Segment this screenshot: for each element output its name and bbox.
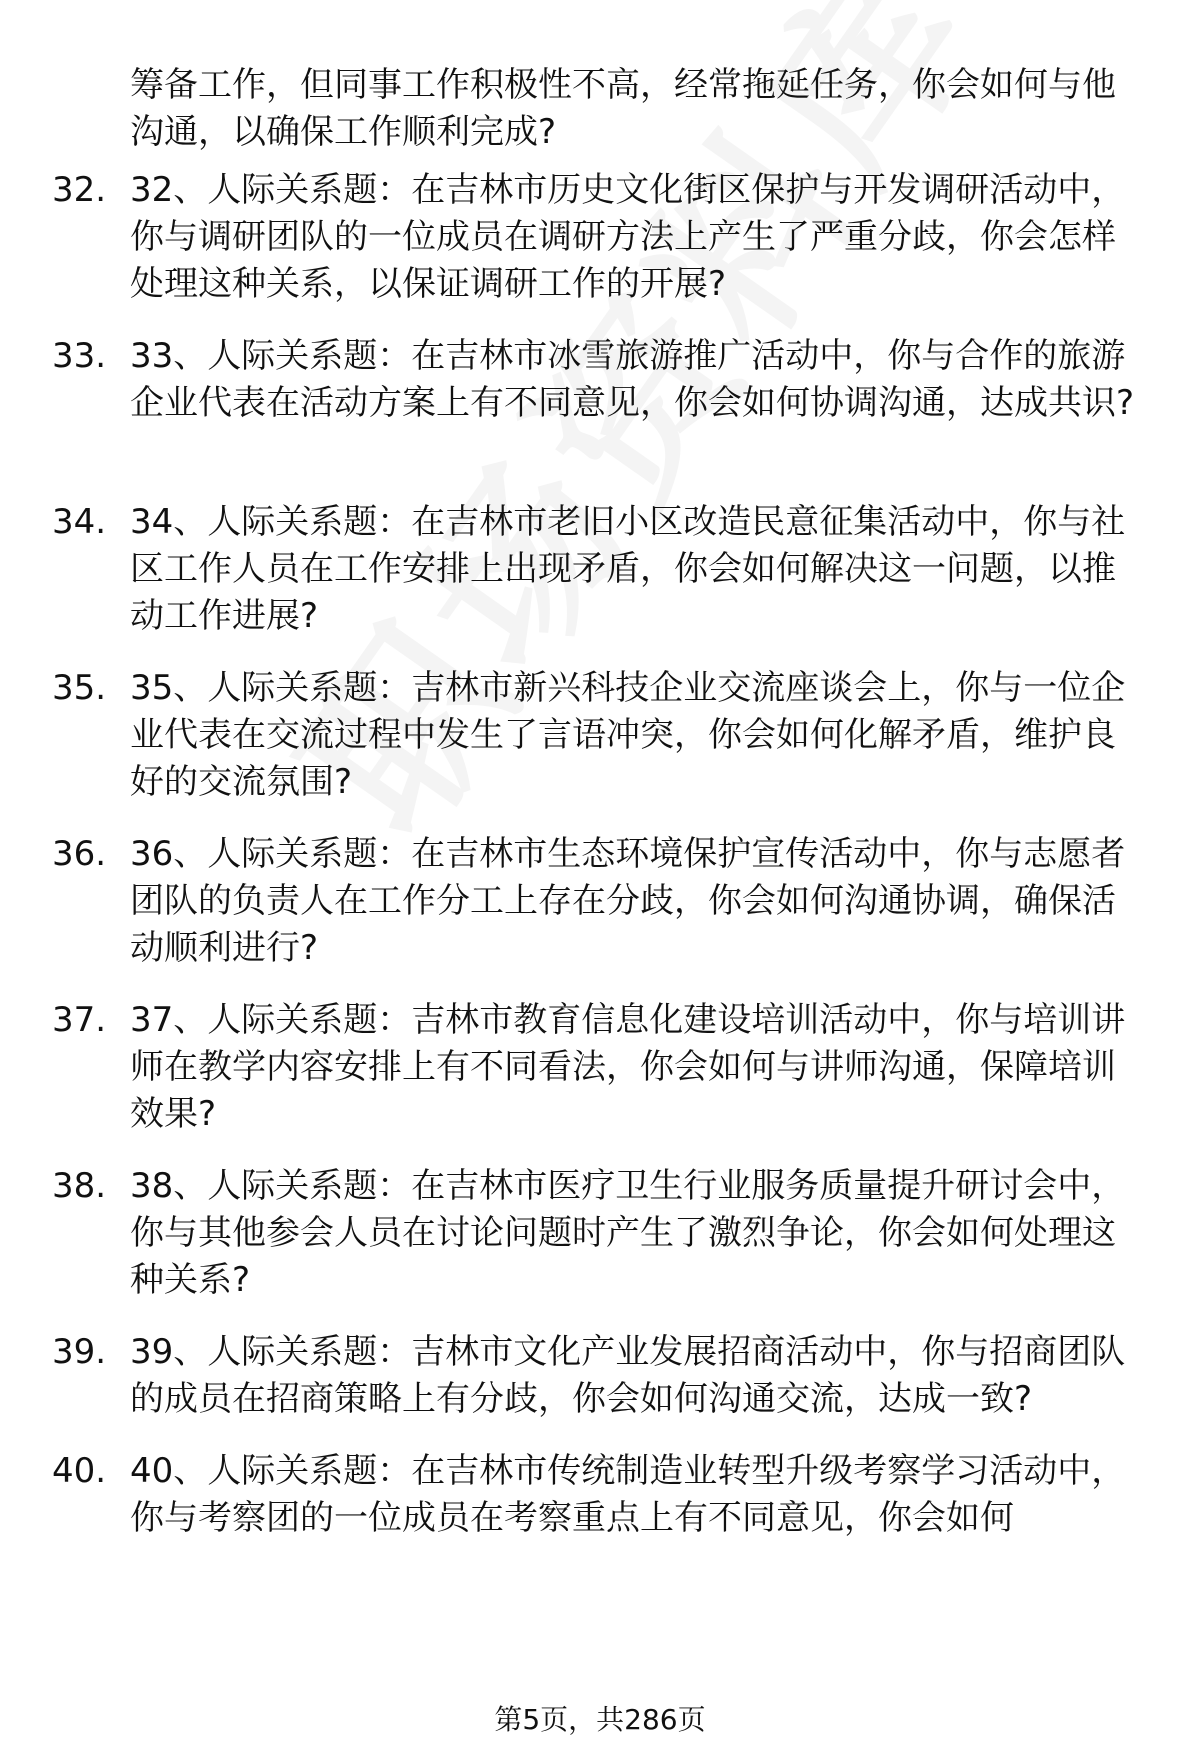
item-number: 37.	[52, 1000, 107, 1040]
item-number: 35.	[52, 668, 107, 708]
item-text: 38、人际关系题：在吉林市医疗卫生行业服务质量提升研讨会中，你与其他参会人员在讨论问题时产生了激烈争论，你会如何处理这种关系?	[130, 1166, 1126, 1300]
page-footer: 第5页，共286页	[494, 1703, 706, 1736]
item-number: 36.	[52, 834, 107, 874]
item-number: 38.	[52, 1166, 107, 1206]
item-text: 34、人际关系题：在吉林市老旧小区改造民意征集活动中，你与社区工作人员在工作安排上出现矛盾，你会如何解决这一问题，以推动工作进展?	[130, 502, 1126, 636]
item-number: 32.	[52, 170, 107, 210]
item-text: 33、人际关系题：在吉林市冰雪旅游推广活动中，你与合作的旅游企业代表在活动方案上有不同意见，你会如何协调沟通，达成共识?	[130, 336, 1135, 423]
item-text: 32、人际关系题：在吉林市历史文化街区保护与开发调研活动中，你与调研团队的一位成员在调研方法上产生了严重分歧，你会怎样处理这种关系，以保证调研工作的开展?	[130, 170, 1126, 304]
item-text: 36、人际关系题：在吉林市生态环境保护宣传活动中，你与志愿者团队的负责人在工作分工上存在分歧，你会如何沟通协调，确保活动顺利进行?	[130, 834, 1126, 968]
item-number: 33.	[52, 336, 107, 376]
item-number: 34.	[52, 502, 107, 542]
item-text: 37、人际关系题：吉林市教育信息化建设培训活动中，你与培训讲师在教学内容安排上有不同看法，你会如何与讲师沟通，保障培训效果?	[130, 1000, 1126, 1134]
item-text: 40、人际关系题：在吉林市传统制造业转型升级考察学习活动中，你与考察团的一位成员在考察重点上有不同意见，你会如何	[130, 1451, 1126, 1538]
continuation-text: 筹备工作，但同事工作积极性不高，经常拖延任务，你会如何与他沟通，以确保工作顺利完成?	[130, 65, 1116, 152]
item-text: 39、人际关系题：吉林市文化产业发展招商活动中，你与招商团队的成员在招商策略上有分歧，你会如何沟通交流，达成一致?	[130, 1332, 1126, 1419]
item-number: 40.	[52, 1451, 107, 1491]
item-number: 39.	[52, 1332, 107, 1372]
item-text: 35、人际关系题：吉林市新兴科技企业交流座谈会上，你与一位企业代表在交流过程中发生了言语冲突，你会如何化解矛盾，维护良好的交流氛围?	[130, 668, 1126, 802]
